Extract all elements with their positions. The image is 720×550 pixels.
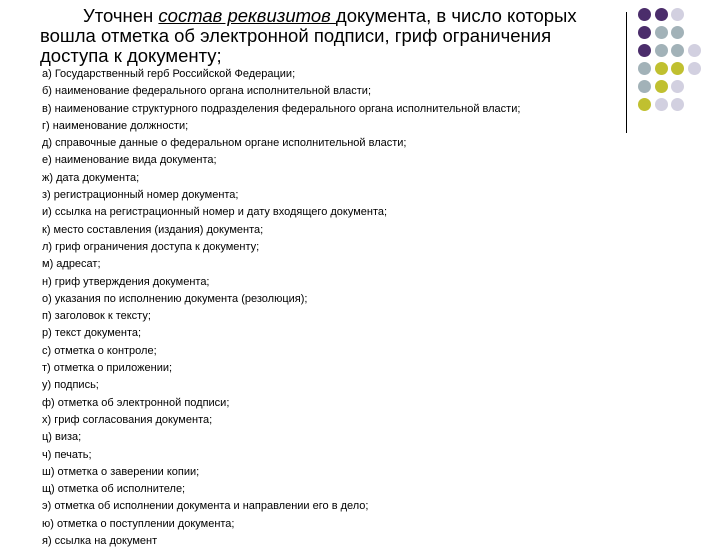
list-item: ш) отметка о заверении копии; xyxy=(42,465,200,478)
decor-dot xyxy=(671,44,684,57)
list-item: к) место составления (издания) документа; xyxy=(42,223,264,236)
decor-dot xyxy=(688,44,701,57)
list-item: и) ссылка на регистрационный номер и дату входящего документа; xyxy=(42,206,388,219)
list-item: р) текст документа; xyxy=(42,327,142,340)
title-emphasis: состав реквизитов xyxy=(158,5,336,26)
list-item: э) отметка об исполнении документа и направлении его в дело; xyxy=(42,500,369,513)
decor-dot xyxy=(655,26,668,39)
list-item: ч) печать; xyxy=(42,448,92,461)
list-item: а) Государственный герб Российской Федерации; xyxy=(42,68,296,80)
decor-dot xyxy=(671,62,684,75)
decor-dot xyxy=(638,44,651,57)
decor-dot xyxy=(655,8,668,21)
list-item: г) наименование должности; xyxy=(42,119,189,132)
title-prefix: Уточнен xyxy=(83,5,159,26)
decor-dot xyxy=(655,44,668,57)
decor-dot xyxy=(638,62,651,75)
decor-dot xyxy=(655,62,668,75)
title-suffix: документа, в число которых вошла отметка об электронной подписи, гриф ограничения доступа к документу; xyxy=(40,5,577,66)
list-item: х) гриф согласования документа; xyxy=(42,413,213,426)
list-item: ж) дата документа; xyxy=(42,171,140,184)
list-item: м) адресат; xyxy=(42,258,101,271)
list-item: ю) отметка о поступлении документа; xyxy=(42,517,235,530)
list-item: ц) виза; xyxy=(42,431,82,444)
list-item: е) наименование вида документа; xyxy=(42,154,217,167)
list-item: в) наименование структурного подразделения федерального органа исполнительной власти; xyxy=(42,102,521,115)
decor-dot-grid xyxy=(638,8,720,118)
list-item: н) гриф утверждения документа; xyxy=(42,275,210,288)
list-item: я) ссылка на документ xyxy=(42,535,158,548)
decor-dot xyxy=(688,62,701,75)
list-item: б) наименование федерального органа исполнительной власти; xyxy=(42,85,372,98)
list-item: п) заголовок к тексту; xyxy=(42,310,151,323)
decor-dot xyxy=(671,26,684,39)
list-item: т) отметка о приложении; xyxy=(42,362,173,375)
list-item: щ) отметка об исполнителе; xyxy=(42,483,186,496)
list-item: д) справочные данные о федеральном органе исполнительной власти; xyxy=(42,137,407,150)
list-item: с) отметка о контроле; xyxy=(42,344,157,357)
list-item: ф) отметка об электронной подписи; xyxy=(42,396,230,409)
list-item: о) указания по исполнению документа (резолюция); xyxy=(42,292,308,305)
list-item: з) регистрационный номер документа; xyxy=(42,189,239,202)
decor-dot xyxy=(638,98,651,111)
decor-dot xyxy=(638,8,651,21)
list-item: л) гриф ограничения доступа к документу; xyxy=(42,240,260,253)
decor-dot xyxy=(655,80,668,93)
decor-dot xyxy=(638,26,651,39)
decor-dot xyxy=(671,80,684,93)
decor-dot xyxy=(655,98,668,111)
decor-dot xyxy=(638,80,651,93)
requisites-list xyxy=(42,66,622,550)
decor-vertical-line xyxy=(626,12,627,133)
decor-dot xyxy=(671,98,684,111)
decor-dot xyxy=(671,8,684,21)
slide-title xyxy=(40,6,620,66)
list-item: у) подпись; xyxy=(42,379,99,392)
